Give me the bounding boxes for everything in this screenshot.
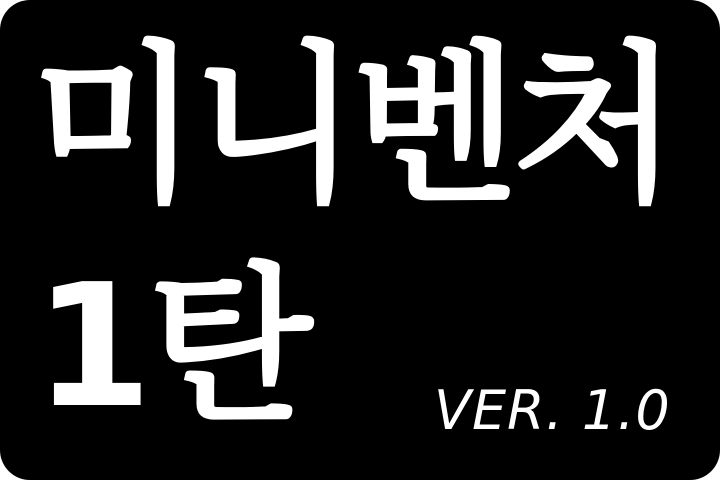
version-label: VER. 1.0 [434, 379, 671, 442]
card-title: 미니벤처 [32, 25, 673, 226]
card-subtitle: 1탄 [34, 248, 309, 446]
